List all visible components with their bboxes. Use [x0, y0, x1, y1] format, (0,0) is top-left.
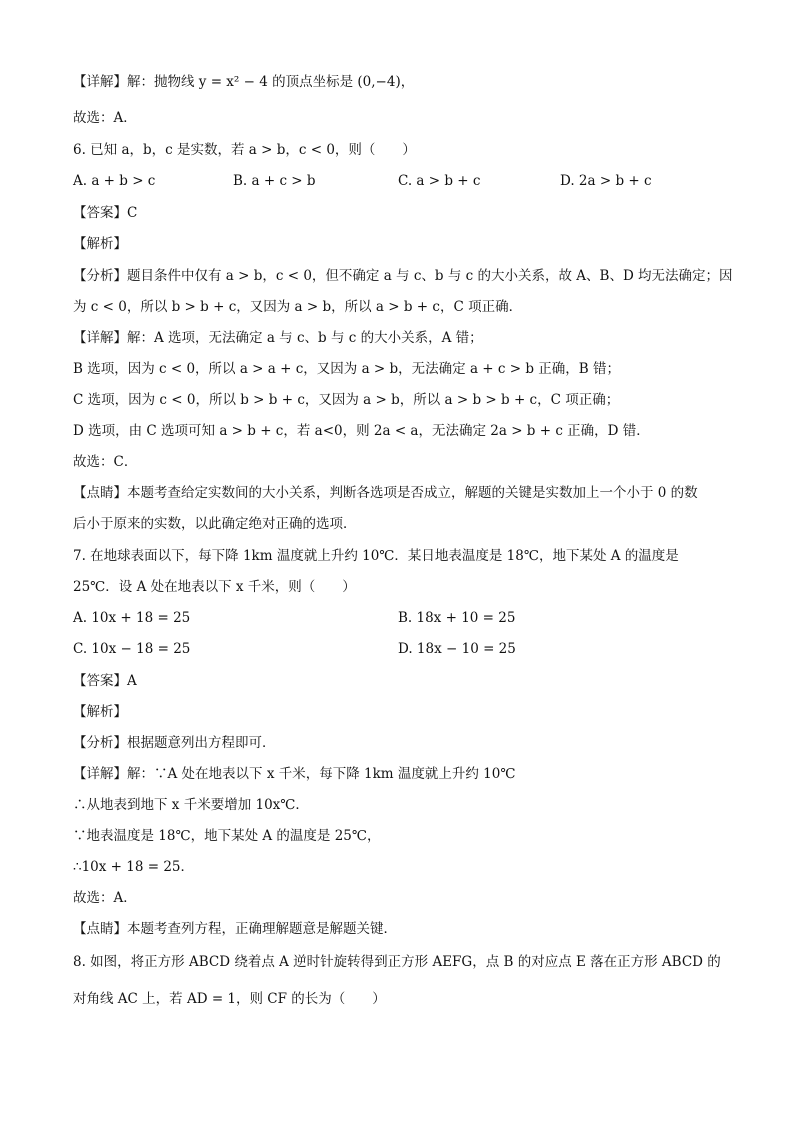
q6-comment-2: 后小于原来的实数，以此确定绝对正确的选项．	[73, 516, 357, 532]
q7-answer: 【答案】A	[73, 673, 137, 689]
q6-analysis-1: 【分析】题目条件中仅有 a > b，c < 0，但不确定 a 与 c、b 与 c 的大小关系，故 A、B、D 均无法确定；因	[73, 268, 733, 284]
q7-detail-2: ∴从地表到地下 x 千米要增加 10x℃．	[73, 797, 309, 813]
question-6-stem: 6. 已知 a，b，c 是实数，若 a > b，c < 0，则（ ）	[73, 142, 416, 158]
q7-option-c: C. 10x − 18 = 25	[73, 641, 191, 657]
q6-detail-2: B 选项，因为 c < 0，所以 a > a + c，又因为 a > b，无法确定 a + c > b 正确，B 错；	[73, 361, 620, 377]
question-7-stem-2: 25℃．设 A 处在地表以下 x 千米，则（ ）	[73, 579, 356, 595]
q6-option-c: C. a > b + c	[398, 173, 481, 189]
q6-comment-1: 【点睛】本题考查给定实数间的大小关系，判断各选项是否成立，解题的关键是实数加上一个小于 0 的数	[73, 485, 698, 501]
q6-analysis-2: 为 c < 0，所以 b > b + c，又因为 a > b，所以 a > b + c，C 项正确．	[73, 299, 523, 315]
q6-option-b: B. a + c > b	[233, 173, 316, 189]
question-8-stem-1: 8. 如图，将正方形 ABCD 绕着点 A 逆时针旋转得到正方形 AEFG，点 B 的对应点 E 落在正方形 ABCD 的	[73, 954, 721, 970]
q7-analysis: 【分析】根据题意列出方程即可．	[73, 735, 276, 751]
q7-detail-1: 【详解】解：∵A 处在地表以下 x 千米，每下降 1km 温度就上升约 10℃	[73, 766, 516, 782]
q6-analysis-heading: 【解析】	[73, 236, 127, 252]
q6-option-a: A. a + b > c	[73, 173, 156, 189]
question-8-stem-2: 对角线 AC 上，若 AD = 1，则 CF 的长为（ ）	[73, 991, 386, 1007]
q7-option-d: D. 18x − 10 = 25	[398, 641, 516, 657]
q6-detail-3: C 选项，因为 c < 0，所以 b > b + c，又因为 a > b，所以 a > b > b + c，C 项正确；	[73, 392, 620, 408]
line-1: 【详解】解：抛物线 y = x² − 4 的顶点坐标是 (0,−4)，	[73, 74, 415, 90]
q7-option-a: A. 10x + 18 = 25	[73, 610, 191, 626]
q6-option-d: D. 2a > b + c	[560, 173, 652, 189]
line-2: 故选：A．	[73, 110, 137, 126]
q7-detail-3: ∵地表温度是 18℃，地下某处 A 的温度是 25℃，	[73, 828, 381, 844]
q6-detail-4: D 选项，由 C 选项可知 a > b + c，若 a<0，则 2a < a，无法确定 2a > b + c 正确，D 错．	[73, 423, 650, 439]
q7-detail-4: ∴10x + 18 = 25．	[73, 859, 195, 875]
q6-choice: 故选：C．	[73, 454, 138, 470]
q6-answer: 【答案】C	[73, 205, 138, 221]
q6-detail-1: 【详解】解：A 选项，无法确定 a 与 c、b 与 c 的大小关系，A 错；	[73, 330, 483, 346]
q7-choice: 故选：A．	[73, 890, 137, 906]
question-7-stem-1: 7. 在地球表面以下，每下降 1km 温度就上升约 10℃．某日地表温度是 18℃，地下某处 A 的温度是	[73, 548, 679, 564]
q7-option-b: B. 18x + 10 = 25	[398, 610, 516, 626]
q7-comment: 【点睛】本题考查列方程，正确理解题意是解题关键．	[73, 921, 397, 937]
q7-analysis-heading: 【解析】	[73, 704, 127, 720]
